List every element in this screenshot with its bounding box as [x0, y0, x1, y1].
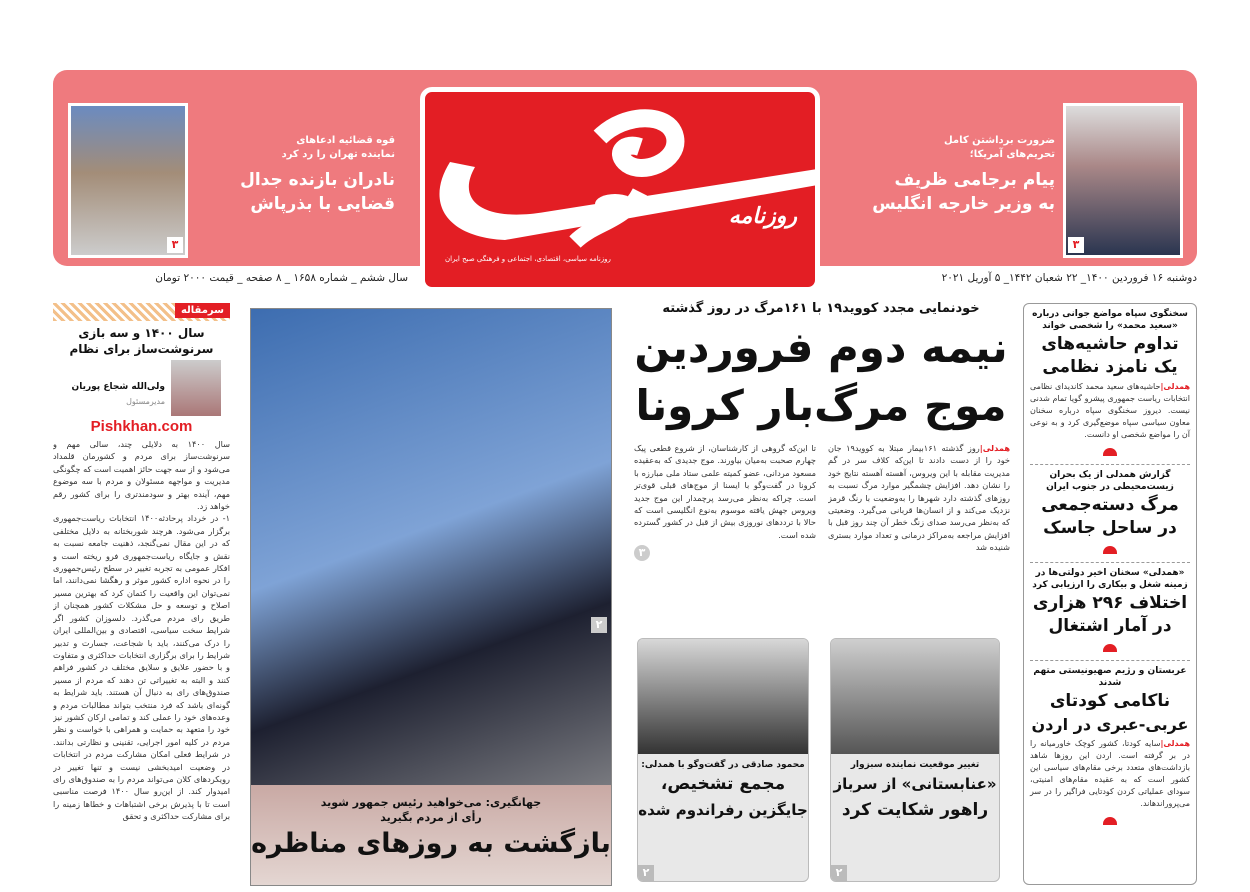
card-photo — [831, 639, 999, 754]
main-photo-story[interactable] — [250, 308, 612, 886]
source-tag: همدلی| — [979, 443, 1010, 453]
photo-kicker: رأی از مردم بگیرید — [380, 811, 482, 824]
item-kicker: عربستان و رژیم صهیونیستی متهم شدند — [1033, 666, 1187, 688]
author-photo — [171, 360, 221, 416]
teaser-kicker: ضرورت برداشتن کامل — [943, 135, 1055, 146]
item-headline: در ساحل جاسک — [1043, 518, 1177, 538]
editorial-title: سال ۱۴۰۰ و سه بازی سرنوشت‌ساز برای نظام — [69, 326, 214, 356]
news-item[interactable] — [1030, 308, 1190, 465]
teaser-kicker: قوه قضائیه ادعاهای — [296, 135, 395, 146]
page-number: ۲ — [831, 865, 847, 881]
teaser-right[interactable] — [850, 134, 1055, 216]
lead-body-col1 — [828, 442, 1010, 632]
news-card[interactable] — [830, 638, 1000, 882]
lead-story[interactable] — [632, 300, 1010, 435]
item-headline: اختلاف ۲۹۶ هزاری — [1032, 593, 1188, 613]
editorial-body: سال ۱۴۰۰ به دلایلی چند، سالی مهم و سرنوشت‌ساز برای مردم و کشورمان قلمداد می‌شود و از سه جهت حائز اهمیت است که چگونگی مدیریت و مواجهه مسئولان و مردم با سه موضوع مهم، آینده بهتر و سودمندتری را برای کشور رقم خواهد زد. — [53, 439, 230, 512]
lead-kicker: خودنمایی مجدد کووید۱۹ با ۱۶۱مرگ در روز گذشته — [662, 301, 980, 316]
page-marker-icon — [1103, 817, 1117, 825]
news-item[interactable] — [1030, 665, 1190, 833]
item-body: سایه کودتا، کشور کوچک خاورمیانه را در بر گرفته است. اردن این روزها شاهد بازداشت‌های متعدد برخی مقام‌های سیاسی این کشور است که به عقیده مقام‌های امنیتی، سودای عملیاتی کردن کودتایی فراگیر را در سر می‌پروراندهاند. — [1030, 739, 1190, 808]
editorial-label-bar — [53, 303, 230, 321]
news-card[interactable] — [637, 638, 809, 882]
editorial-body: ۱- در خرداد پرحادثه۱۴۰۰ انتخابات ریاست‌جمهوری برگزار می‌شود. هرچند شوربختانه به دلایل مختلفی که در این مقال نمی‌گنجد، ذهنیت جامعه نسبت به نقش و جایگاه ریاست‌جمهوری فرو ریخته است و افکار عمومی به تجربه تغییر در سطح رئیس‌جمهوری را در نحوه اداره کشور موثر و رهگشا نمی‌دانند، اما نمی‌توان این واقعیت را کتمان کرد که بهترین مسیر اصلاح و توسعه و حل مشکلات کشور همچنان از طریق رای مردم می‌گذرد. دلسوزان کشور اگر شرایط سخت سیاسی، اقتصادی و بین‌المللی ایران را درک می‌کنند، باید با شجاعت، جسارت و تدبیر شرایط را برای برگزاری انتخابات حداکثری و متفاوت و با حضور علایق و سلایق مختلف در کشور فراهم کنند و البته به تغییراتی تن دهند که مردم از مسیر صندوق‌های رای به دنبال آن هستند. باید شرایط به گونه‌ای باشد که فرد منتخب بتواند مطالبات مردم و وعده‌های خود را عملی کند و تمامی ارکان کشور نیز خود را متعهد به حمایت و همراهی با خواست و نظر مردم در کلیه امور اجرایی، تقنینی و نظارتی بدانند. در شرایط فعلی امکان مشارکت مردم در انتخابات در وضعیت امیدبخشی نیست و تنها تغییر در رویکردهای کلان می‌تواند مردم را به صندوق‌های رای امیدوار کند. از این‌رو سال ۱۴۰۰ فرصت مناسبی است تا با پذیرش برخی اشتباهات و خطاها زمینه را برای مشارکت حداکثری و تحقق — [53, 513, 230, 822]
teaser-right-photo[interactable] — [1063, 103, 1183, 258]
right-news-column — [1023, 303, 1197, 885]
card-headline: «عنابستانی» از سرباز — [833, 775, 997, 793]
card-headline: راهور شکایت کرد — [841, 800, 989, 820]
card-headline: جایگزین رفراندوم شده — [638, 801, 808, 819]
news-item[interactable] — [1030, 469, 1190, 563]
news-item[interactable] — [1030, 567, 1190, 661]
item-kicker: گزارش همدلی از یک بحران زیست‌محیطی در جنوب ایران — [1046, 470, 1174, 492]
page-number: ۳ — [1068, 237, 1084, 253]
photo-kicker: جهانگیری: می‌خواهید رئیس جمهور شوید — [320, 796, 542, 809]
item-kicker: «همدلی» سخنان اخیر دولتی‌ها در زمینه شغل و بیکاری را ارزیابی کرد — [1032, 568, 1188, 590]
source-tag: همدلی| — [1160, 739, 1190, 748]
item-headline: در آمار اشتغال — [1048, 616, 1172, 636]
date-line: دوشنبه ۱۶ فروردین ۱۴۰۰_ ۲۲ شعبان ۱۴۴۲_ ۵ آوریل ۲۰۲۱ — [941, 272, 1197, 284]
author-role: مدیرمسئول — [126, 397, 165, 406]
item-headline: عربی-عبری در اردن — [1031, 715, 1189, 734]
page-number: ۳ — [167, 237, 183, 253]
watermark: Pishkhan.com — [90, 418, 193, 435]
photo-caption — [251, 785, 611, 885]
teaser-left[interactable] — [195, 134, 395, 216]
logo-prefix: روزنامه — [728, 204, 797, 229]
item-headline: تداوم حاشیه‌های — [1041, 334, 1179, 354]
teaser-headline: نادران بازنده جدال — [240, 170, 395, 190]
lead-headline: نیمه دوم فروردین — [634, 323, 1008, 372]
author-name: ولی‌الله شجاع پوریان — [71, 382, 165, 392]
page-number: ۲ — [638, 865, 654, 881]
photo-headline: بازگشت به روزهای مناظره — [251, 828, 611, 859]
lead-body-col2: تا این‌که گروهی از کارشناسان، از شروع قطعی پیک چهارم صحبت به‌میان بیاورند. موج جدیدی که به‌عقیده مسعود مردانی، عضو کمیته علمی ستاد ملی مبارزه با کرونا در گفت‌وگو با ایسنا از موج‌های قبلی قوی‌تر است. چراکه به‌نظر می‌رسد پرچمدار این موج جدید ویروس جهش یافته موسوم به‌نوع انگلیسی است که حالا با ترددهای نوروزی بیش از قبل در کشور گسترده شده است. — [634, 443, 816, 540]
item-headline: ناکامی کودتای — [1049, 691, 1171, 711]
item-body: حاشیه‌های سعید محمد کاندیدای نظامی انتخابات ریاست جمهوری پیشرو گویا تمام شدنی نیست. دیروز سخنگوی سپاه درباره سخنان معاون سیاسی سپاه موضع‌گیری کرد و به نوعی آن را مواضع شخصی او دانست. — [1030, 382, 1190, 439]
newspaper-logo[interactable] — [420, 87, 820, 292]
source-tag: همدلی| — [1160, 382, 1190, 391]
item-headline: یک نامزد نظامی — [1042, 357, 1178, 377]
card-photo — [638, 639, 808, 754]
teaser-headline: پیام برجامی ظریف — [894, 170, 1055, 190]
page-marker-icon — [1103, 448, 1117, 456]
card-headline: مجمع تشخیص، — [660, 774, 786, 794]
editorial-label: سرمقاله — [175, 303, 230, 318]
teaser-headline: به وزیر خارجه انگلیس — [872, 194, 1055, 214]
lead-text: روز گذشته ۱۶۱بیمار مبتلا به کووید۱۹ جان خود را از دست دادند تا این‌که کلاف سر در گم مدیریت مقابله با این ویروس، آهسته آهسته نتایج خود را نشان دهد. افزایش چشمگیر موارد مرگ نسبت به روزهای گذشته دارد شهرها را به‌وضعیت با رنگ قرمز نزدیک می‌کند و از انسان‌ها قربانی می‌گیرد. وضعیتی که به‌نظر می‌رسد صدای زنگ خطر آن چند روز قبل با افزایش مراجعه به‌مراکز درمانی و تعداد موارد بستری شنیده شد — [828, 443, 1010, 553]
item-kicker: سخنگوی سپاه مواضع جوانی درباره «سعید محمد» را شخصی خواند — [1032, 309, 1188, 331]
teaser-kicker: تحریم‌های آمریکا؛ — [969, 149, 1055, 160]
editorial-column[interactable] — [53, 303, 230, 892]
teaser-left-photo[interactable] — [68, 103, 188, 258]
item-headline: مرگ دسته‌جمعی — [1041, 495, 1179, 515]
card-kicker: تغییر موقعیت نماینده سبزوار — [850, 760, 980, 770]
lead-body-col2-wrap — [634, 442, 816, 632]
page-number: ۳ — [634, 545, 650, 561]
logo-tagline: روزنامه سیاسی، اقتصادی، اجتماعی و فرهنگی صبح ایران — [445, 255, 611, 263]
page-number: ۲ — [591, 617, 607, 633]
teaser-kicker: نماینده تهران را رد کرد — [281, 149, 395, 160]
issue-info: سال ششم _ شماره ۱۶۵۸ _ ۸ صفحه _ قیمت ۲۰۰۰ تومان — [155, 272, 408, 284]
page-marker-icon — [1103, 546, 1117, 554]
card-kicker: محمود صادقی در گفت‌وگو با همدلی: — [641, 760, 805, 770]
page-marker-icon — [1103, 644, 1117, 652]
lead-headline: موج مرگ‌بار کرونا — [635, 381, 1007, 430]
teaser-headline: قضایی با بذرپاش — [250, 194, 395, 214]
